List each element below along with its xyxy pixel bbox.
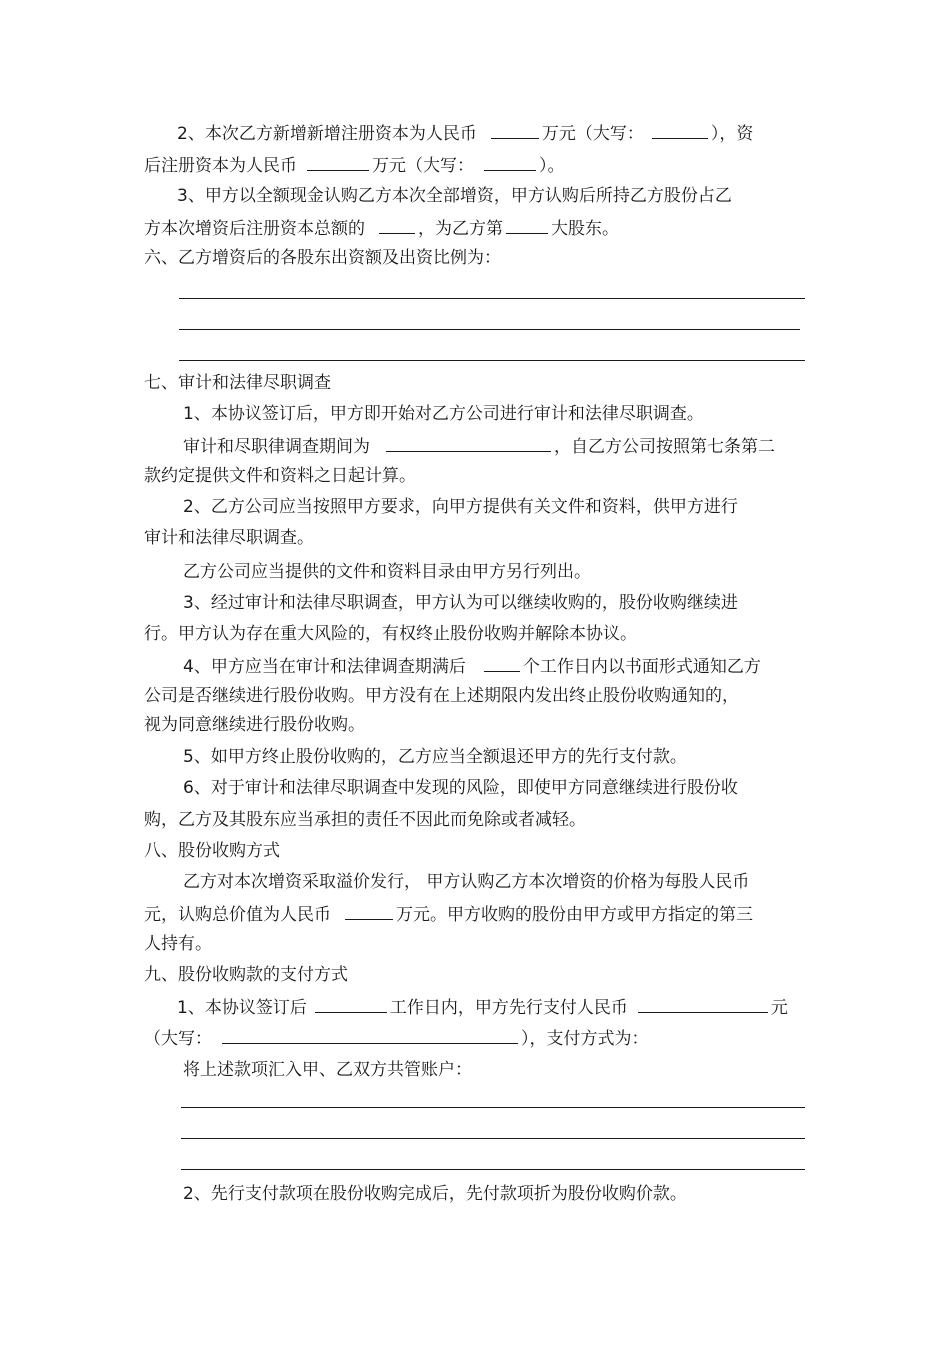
clause-7-1: 1、本协议签订后，甲方即开始对乙方公司进行审计和法律尽职调查。 [183, 404, 704, 424]
clause-7-3-line-1: 3、经过审计和法律尽职调查，甲方认为可以继续收购的，股份收购继续进 [183, 593, 738, 613]
clause-7-6-line-1: 6、对于审计和法律尽职调查中发现的风险，即使甲方同意继续进行股份收 [183, 778, 738, 798]
text: （大写： [144, 1029, 212, 1049]
blank-field[interactable] [491, 122, 539, 139]
clause-5-2-line-1 [177, 122, 753, 142]
text: 2、本次乙方新增新增注册资本为人民币 [177, 124, 477, 144]
clause-9-1-line-1 [177, 996, 788, 1016]
text: ），支付方式为： [521, 1029, 649, 1049]
text: ），资 [710, 124, 754, 144]
text: 大股东。 [551, 219, 619, 239]
fill-in-line[interactable] [179, 329, 800, 330]
text: 个工作日内以书面形式通知乙方 [522, 657, 761, 677]
clause-7-4-line-1 [183, 655, 761, 675]
text: 万元。甲方收购的股份由甲方或甲方指定的第三 [396, 905, 753, 925]
text: ）。 [539, 156, 565, 176]
clause-9-1-line-2 [144, 1027, 649, 1047]
clause-8-line-1: 乙方对本次增资采取溢价发行， 甲方认购乙方本次增资的价格为每股人民币 [183, 872, 750, 892]
text: 4、甲方应当在审计和法律调查期满后 [183, 657, 466, 677]
blank-field[interactable] [386, 435, 551, 452]
clause-7-3-line-2: 行。甲方认为存在重大风险的，有权终止股份收购并解除本协议。 [144, 624, 637, 644]
clause-8-line-2 [144, 903, 753, 923]
fill-in-line[interactable] [181, 1107, 805, 1108]
text: 元，认购总价值为人民币 [144, 905, 331, 925]
text: ，为乙方第 [418, 219, 503, 239]
clause-7-list-note: 乙方公司应当提供的文件和资料目录由甲方另行列出。 [183, 562, 591, 582]
blank-field[interactable] [315, 996, 387, 1013]
blank-field[interactable] [638, 996, 768, 1013]
clause-9-account: 将上述款项汇入甲、乙双方共管账户： [183, 1060, 472, 1080]
fill-in-line[interactable] [179, 360, 805, 361]
blank-field[interactable] [307, 154, 369, 171]
blank-field[interactable] [652, 122, 708, 139]
blank-field[interactable] [484, 154, 536, 171]
clause-7-period-cont: 款约定提供文件和资料之日起计算。 [144, 466, 416, 486]
blank-field[interactable] [379, 217, 415, 234]
blank-field[interactable] [345, 903, 393, 920]
text: 方本次增资后注册资本总额的 [144, 219, 365, 239]
clause-5-3-line-2 [144, 217, 619, 237]
clause-7-period [183, 435, 775, 455]
clause-7-6-line-2: 购，乙方及其股东应当承担的责任不因此而免除或者减轻。 [144, 810, 586, 830]
section-8-heading: 八、股份收购方式 [144, 841, 280, 861]
blank-field[interactable] [484, 655, 520, 672]
text: 工作日内，甲方先行支付人民币 [389, 998, 628, 1018]
text: 审计和尽职律调查期间为 [183, 437, 370, 457]
text: 万元（大写： [541, 124, 644, 144]
text: 万元（大写： [372, 156, 474, 176]
section-7-heading: 七、审计和法律尽职调查 [144, 373, 331, 393]
fill-in-line[interactable] [181, 1169, 805, 1170]
clause-5-3-line-1: 3、甲方以全额现金认购乙方本次全部增资，甲方认购后所持乙方股份占乙 [177, 186, 732, 206]
text: 1、本协议签订后 [177, 998, 307, 1018]
blank-field[interactable] [506, 217, 548, 234]
clause-9-2: 2、先行支付款项在股份收购完成后，先付款项折为股份收购价款。 [183, 1184, 687, 1204]
fill-in-line[interactable] [181, 1138, 805, 1139]
text: ，自乙方公司按照第七条第二 [554, 437, 775, 457]
clause-7-4-line-3: 视为同意继续进行股份收购。 [144, 715, 365, 735]
clause-7-4-line-2: 公司是否继续进行股份收购。甲方没有在上述期限内发出终止股份收购通知的， [144, 686, 739, 706]
section-6-heading: 六、乙方增资后的各股东出资额及出资比例为： [144, 248, 501, 268]
clause-7-2-line-1: 2、乙方公司应当按照甲方要求，向甲方提供有关文件和资料，供甲方进行 [183, 497, 738, 517]
fill-in-line[interactable] [179, 298, 805, 299]
clause-8-line-3: 人持有。 [144, 934, 212, 954]
clause-5-2-line-2 [144, 154, 565, 174]
text: 元 [770, 998, 788, 1018]
text: 后注册资本为人民币 [144, 156, 297, 176]
section-9-heading: 九、股份收购款的支付方式 [144, 965, 348, 985]
clause-7-2-line-2: 审计和法律尽职调查。 [144, 528, 314, 548]
clause-7-5: 5、如甲方终止股份收购的，乙方应当全额退还甲方的先行支付款。 [183, 747, 687, 767]
blank-field[interactable] [222, 1027, 518, 1044]
